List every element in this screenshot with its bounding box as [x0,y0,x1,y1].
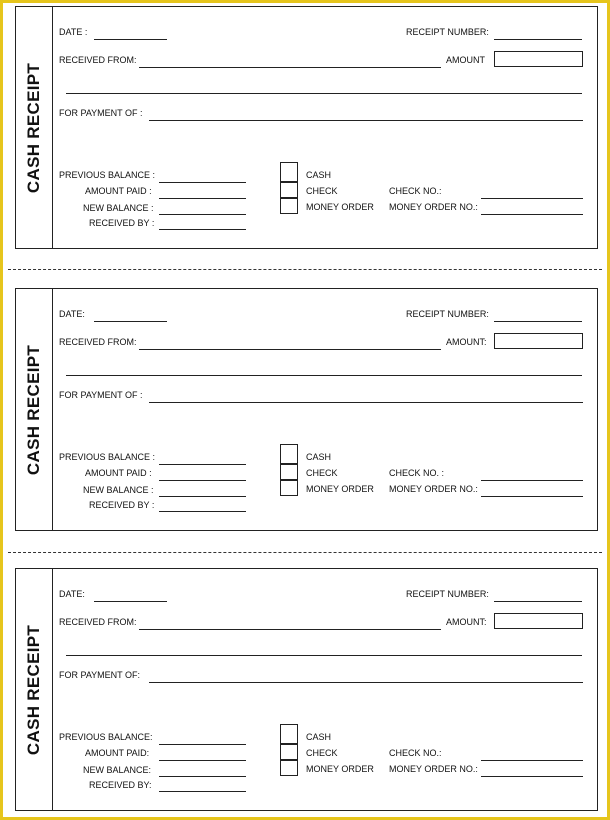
check-no-label: CHECK NO. : [389,468,445,478]
money-order-no-field[interactable] [481,214,583,215]
received-by-label: RECEIVED BY : [89,500,155,510]
cash-checkbox[interactable] [280,444,298,464]
amount-field[interactable] [494,51,583,67]
date-field[interactable] [94,601,167,602]
for-payment-label: FOR PAYMENT OF: [59,670,141,680]
amount-label: AMOUNT [446,55,485,65]
receipt-title: CASH RECEIPT [24,344,43,475]
receipt-number-field[interactable] [494,39,582,40]
date-label: DATE : [59,27,88,37]
receipt-number-label: RECEIPT NUMBER: [406,589,489,599]
received-from-label: RECEIVED FROM: [59,55,137,65]
received-from-label: RECEIVED FROM: [59,617,137,627]
cash-label: CASH [306,732,332,742]
check-label: CHECK [306,186,338,196]
date-label: DATE: [59,309,85,319]
cash-receipt-1 [15,6,598,249]
cash-label: CASH [306,170,332,180]
receipt-title-panel [16,7,53,248]
receipt-number-field[interactable] [494,321,582,322]
receipt-number-field[interactable] [494,601,582,602]
received-from-field[interactable] [139,67,441,68]
check-no-field[interactable] [481,198,583,199]
cash-checkbox[interactable] [280,162,298,182]
amount-paid-field[interactable] [159,760,246,761]
money-order-no-label: MONEY ORDER NO.: [389,764,478,774]
receipt-title-panel [16,569,53,810]
receipt-title: CASH RECEIPT [24,624,43,755]
cash-checkbox[interactable] [280,724,298,744]
received-by-label: RECEIVED BY : [89,218,155,228]
receipt-title: CASH RECEIPT [24,62,43,193]
money-order-checkbox[interactable] [280,198,298,214]
money-order-checkbox[interactable] [280,760,298,776]
received-from-continuation-line[interactable] [66,375,582,376]
date-label: DATE: [59,589,85,599]
check-no-label: CHECK NO.: [389,748,442,758]
check-no-field[interactable] [481,760,583,761]
check-checkbox[interactable] [280,182,298,198]
amount-paid-label: AMOUNT PAID: [85,748,150,758]
check-checkbox[interactable] [280,464,298,480]
amount-paid-label: AMOUNT PAID : [85,186,152,196]
new-balance-label: NEW BALANCE: [83,765,152,775]
money-order-label: MONEY ORDER [306,202,374,212]
amount-paid-field[interactable] [159,480,246,481]
amount-paid-label: AMOUNT PAID : [85,468,152,478]
for-payment-field[interactable] [149,402,583,403]
date-field[interactable] [94,321,167,322]
for-payment-label: FOR PAYMENT OF : [59,390,143,400]
check-no-label: CHECK NO.: [389,186,442,196]
received-by-field[interactable] [159,229,246,230]
money-order-no-field[interactable] [481,496,583,497]
received-from-continuation-line[interactable] [66,655,582,656]
received-by-field[interactable] [159,791,246,792]
received-by-label: RECEIVED BY: [89,780,152,790]
for-payment-label: FOR PAYMENT OF : [59,108,143,118]
cash-receipt-3 [15,568,598,811]
money-order-label: MONEY ORDER [306,764,374,774]
amount-label: AMOUNT: [446,337,487,347]
money-order-no-label: MONEY ORDER NO.: [389,202,478,212]
for-payment-field[interactable] [149,682,583,683]
previous-balance-label: PREVIOUS BALANCE : [59,452,156,462]
previous-balance-label: PREVIOUS BALANCE : [59,170,156,180]
new-balance-label: NEW BALANCE : [83,203,154,213]
amount-paid-field[interactable] [159,198,246,199]
receipt-number-label: RECEIPT NUMBER: [406,27,489,37]
previous-balance-label: PREVIOUS BALANCE: [59,732,153,742]
check-checkbox[interactable] [280,744,298,760]
cut-line-1 [8,269,602,270]
check-label: CHECK [306,468,338,478]
money-order-no-field[interactable] [481,776,583,777]
amount-label: AMOUNT: [446,617,487,627]
amount-field[interactable] [494,333,583,349]
previous-balance-field[interactable] [159,744,246,745]
received-from-field[interactable] [139,349,441,350]
money-order-label: MONEY ORDER [306,484,374,494]
cash-label: CASH [306,452,332,462]
money-order-no-label: MONEY ORDER NO.: [389,484,478,494]
received-from-label: RECEIVED FROM: [59,337,137,347]
date-field[interactable] [94,39,167,40]
check-label: CHECK [306,748,338,758]
for-payment-field[interactable] [149,120,583,121]
previous-balance-field[interactable] [159,182,246,183]
new-balance-field[interactable] [159,776,246,777]
receipt-title-panel [16,289,53,530]
new-balance-field[interactable] [159,214,246,215]
received-from-field[interactable] [139,629,441,630]
received-from-continuation-line[interactable] [66,93,582,94]
receipt-number-label: RECEIPT NUMBER: [406,309,489,319]
received-by-field[interactable] [159,511,246,512]
cut-line-2 [8,552,602,553]
check-no-field[interactable] [481,480,583,481]
new-balance-label: NEW BALANCE : [83,485,154,495]
amount-field[interactable] [494,613,583,629]
money-order-checkbox[interactable] [280,480,298,496]
cash-receipt-2 [15,288,598,531]
new-balance-field[interactable] [159,496,246,497]
previous-balance-field[interactable] [159,464,246,465]
